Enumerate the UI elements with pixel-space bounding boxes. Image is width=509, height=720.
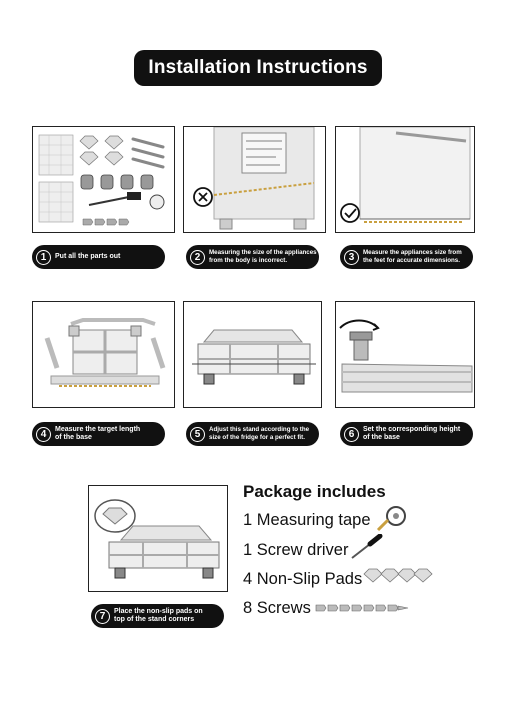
step-5-text: Adjust this stand according to the size of the fridge for a perfect fit.	[209, 426, 310, 441]
base-measure-illustration	[33, 302, 175, 408]
step-6-image	[335, 301, 475, 408]
step-2-text: Measuring the size of the appliances from the body is incorrect.	[209, 249, 317, 264]
step-1-caption	[32, 245, 165, 269]
parts-illustration	[33, 127, 175, 233]
fridge-feet-illustration	[336, 127, 475, 233]
screws-icon	[314, 600, 410, 616]
step-4-image	[32, 301, 175, 408]
step-2-image	[183, 126, 326, 233]
step-3-image	[335, 126, 475, 233]
measuring-tape-icon	[376, 504, 410, 532]
step-4-caption	[32, 422, 165, 446]
package-item-screws: 8 Screws	[243, 599, 311, 617]
stand-adjust-illustration	[184, 302, 322, 408]
step-7-number: 7	[95, 609, 110, 624]
step-6-text: Set the corresponding height of the base	[363, 426, 461, 441]
step-6-caption	[340, 422, 473, 446]
step-4-number: 4	[36, 427, 51, 442]
screwdriver-icon	[348, 534, 388, 562]
fridge-body-illustration	[184, 127, 326, 233]
step-7-image	[88, 485, 228, 592]
step-5-image	[183, 301, 322, 408]
step-2-caption	[186, 245, 319, 269]
package-item-measuring-tape: 1 Measuring tape	[243, 511, 371, 529]
height-adjust-illustration	[336, 302, 475, 408]
step-4-text: Measure the target length of the base	[55, 426, 141, 441]
step-3-text: Measure the appliances size from the feet for accurate dimensions.	[363, 249, 462, 264]
package-item-non-slip-pads: 4 Non-Slip Pads	[243, 570, 363, 588]
package-title: Package includes	[243, 482, 386, 501]
step-2-number: 2	[190, 250, 205, 265]
step-1-number: 1	[36, 250, 51, 265]
step-7-text: Place the non-slip pads on top of the stand corners	[114, 608, 203, 623]
step-1-image	[32, 126, 175, 233]
step-3-caption	[340, 245, 473, 269]
non-slip-pads-icon	[362, 566, 434, 590]
pads-illustration	[89, 486, 228, 592]
page-title: Installation Instructions	[134, 50, 382, 86]
step-5-number: 5	[190, 427, 205, 442]
step-7-caption	[91, 604, 224, 628]
step-3-number: 3	[344, 250, 359, 265]
step-1-text: Put all the parts out	[55, 253, 121, 260]
step-6-number: 6	[344, 427, 359, 442]
step-5-caption	[186, 422, 319, 446]
package-item-screw-driver: 1 Screw driver	[243, 541, 349, 559]
